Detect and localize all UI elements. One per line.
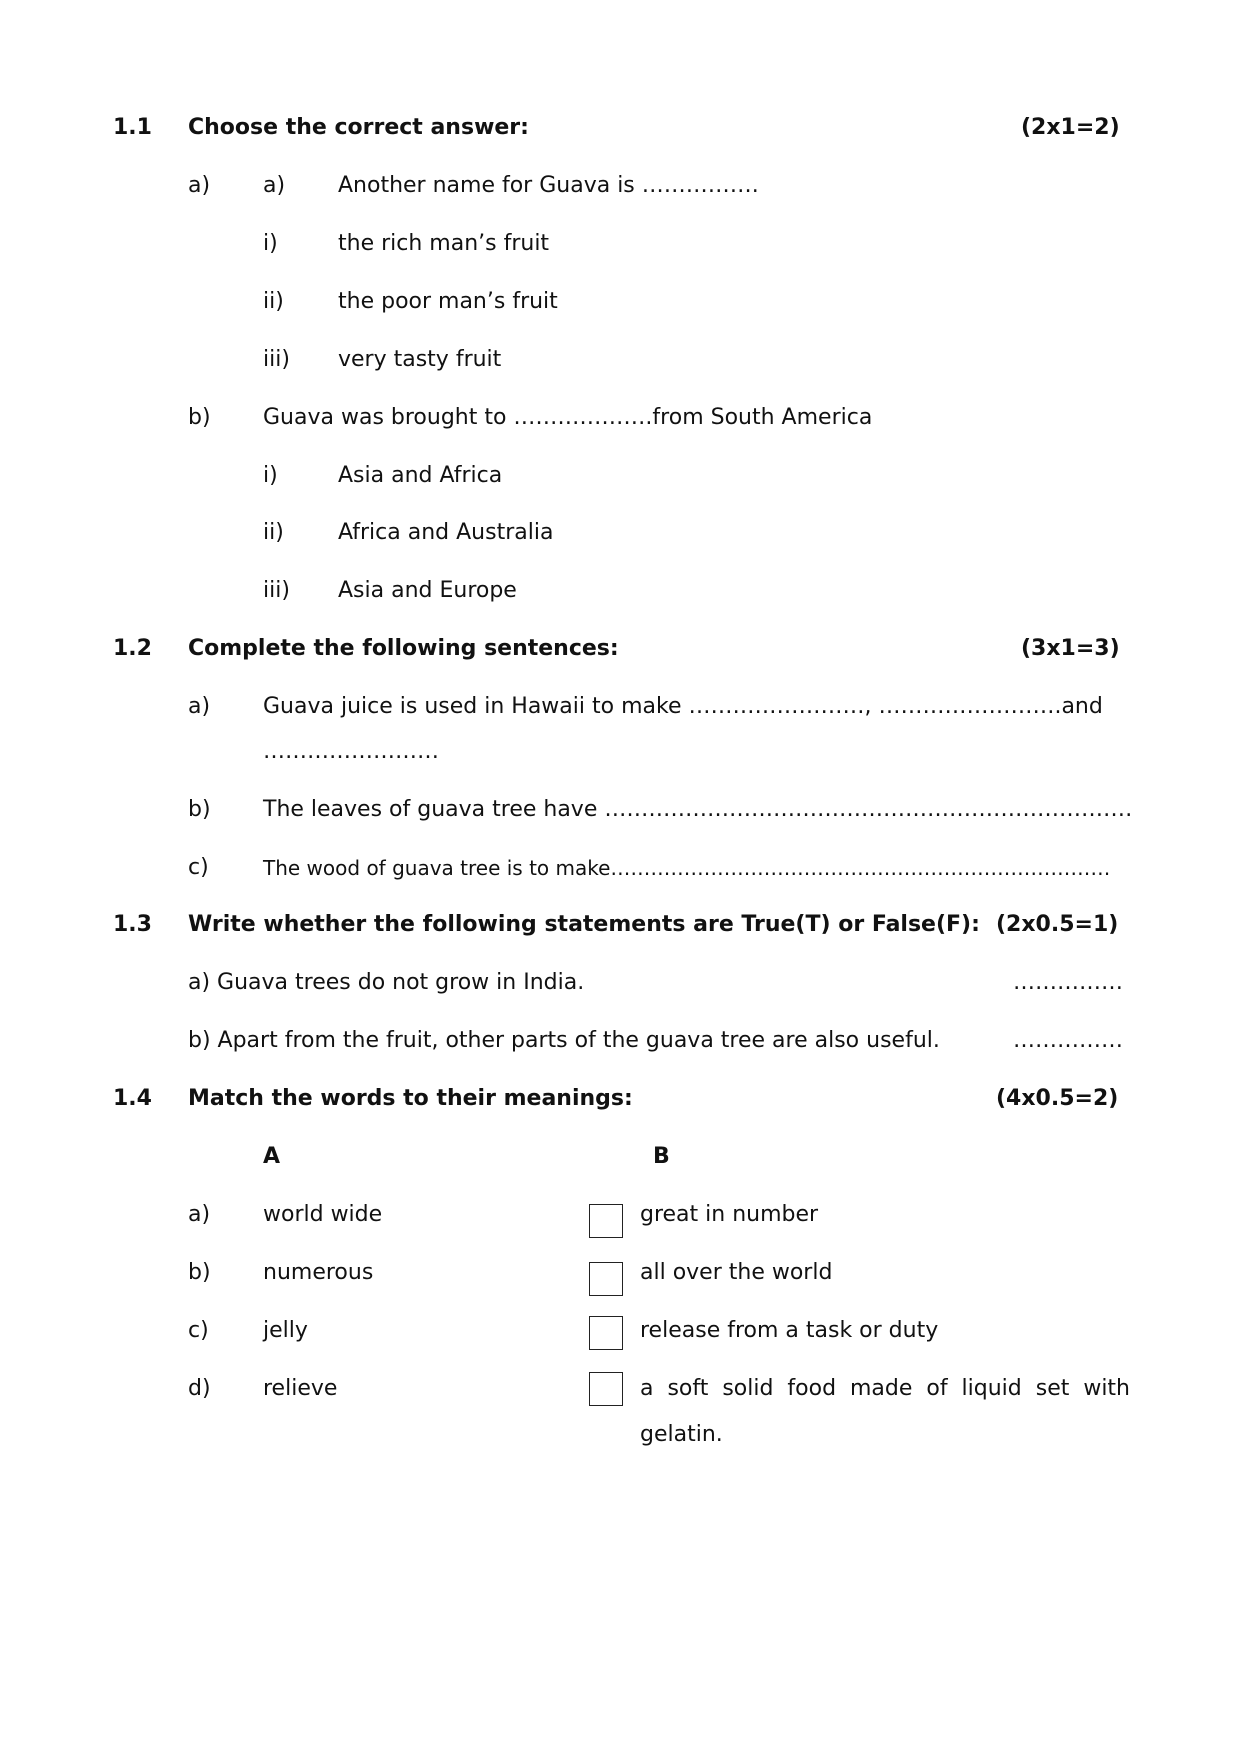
match-label: d) xyxy=(188,1376,211,1401)
section-number: 1.3 xyxy=(113,912,152,937)
question-label: b) xyxy=(188,405,211,430)
option-label: ii) xyxy=(263,520,284,545)
question-label: c) xyxy=(188,855,209,880)
match-meaning: a soft solid food made of liquid set with gelatin. xyxy=(640,1376,1130,1447)
section-number: 1.1 xyxy=(113,115,152,140)
option-label: iii) xyxy=(263,347,290,372)
option-label: i) xyxy=(263,463,278,488)
option-text: the poor man’s fruit xyxy=(338,289,558,314)
section-marks: (4x0.5=2) xyxy=(996,1086,1119,1111)
match-word: world wide xyxy=(263,1202,383,1227)
statement-text: b) Apart from the fruit, other parts of the guava tree are also useful. xyxy=(188,1028,940,1053)
match-label: c) xyxy=(188,1318,209,1343)
option-label: ii) xyxy=(263,289,284,314)
answer-blank: …………… xyxy=(1013,970,1123,995)
section-title: Choose the correct answer: xyxy=(188,115,529,140)
question-text: The leaves of guava tree have ……………………………………………………………… xyxy=(263,797,1133,822)
match-meaning: all over the world xyxy=(640,1260,833,1285)
question-label: b) xyxy=(188,797,211,822)
question-text: Guava juice is used in Hawaii to make ……………………, …………………….and xyxy=(263,694,1103,719)
question-text: The wood of guava tree is to make………………………………………………………………… xyxy=(263,856,1111,880)
option-text: the rich man’s fruit xyxy=(338,231,550,256)
section-number: 1.4 xyxy=(113,1086,152,1111)
option-text: very tasty fruit xyxy=(338,347,502,372)
column-header-a: A xyxy=(263,1144,281,1169)
question-label: a) xyxy=(263,173,286,198)
answer-blank: …………………… xyxy=(263,739,439,764)
section-title: Write whether the following statements are True(T) or False(F): xyxy=(188,912,980,937)
match-answer-box[interactable] xyxy=(589,1316,623,1350)
column-header-b: B xyxy=(653,1144,670,1169)
statement-text: a) Guava trees do not grow in India. xyxy=(188,970,585,995)
match-word: jelly xyxy=(263,1318,308,1343)
answer-blank: …………… xyxy=(1013,1028,1123,1053)
match-answer-box[interactable] xyxy=(589,1204,623,1238)
match-word: relieve xyxy=(263,1376,338,1401)
question-label: a) xyxy=(188,694,211,719)
option-text: Africa and Australia xyxy=(338,520,554,545)
question-label: a) xyxy=(188,173,211,198)
match-meaning: great in number xyxy=(640,1202,819,1227)
section-marks: (2x0.5=1) xyxy=(996,912,1119,937)
option-label: iii) xyxy=(263,578,290,603)
question-text: Another name for Guava is ……………. xyxy=(338,173,759,198)
section-number: 1.2 xyxy=(113,636,152,661)
option-text: Asia and Europe xyxy=(338,578,517,603)
match-word: numerous xyxy=(263,1260,374,1285)
option-label: i) xyxy=(263,231,278,256)
option-text: Asia and Africa xyxy=(338,463,503,488)
section-marks: (2x1=2) xyxy=(1021,115,1120,140)
match-answer-box[interactable] xyxy=(589,1262,623,1296)
section-title: Match the words to their meanings: xyxy=(188,1086,633,1111)
match-label: b) xyxy=(188,1260,211,1285)
question-text: Guava was brought to ……………….from South America xyxy=(263,405,873,430)
match-label: a) xyxy=(188,1202,211,1227)
match-meaning: release from a task or duty xyxy=(640,1318,939,1343)
section-marks: (3x1=3) xyxy=(1021,636,1120,661)
match-answer-box[interactable] xyxy=(589,1372,623,1406)
section-title: Complete the following sentences: xyxy=(188,636,619,661)
